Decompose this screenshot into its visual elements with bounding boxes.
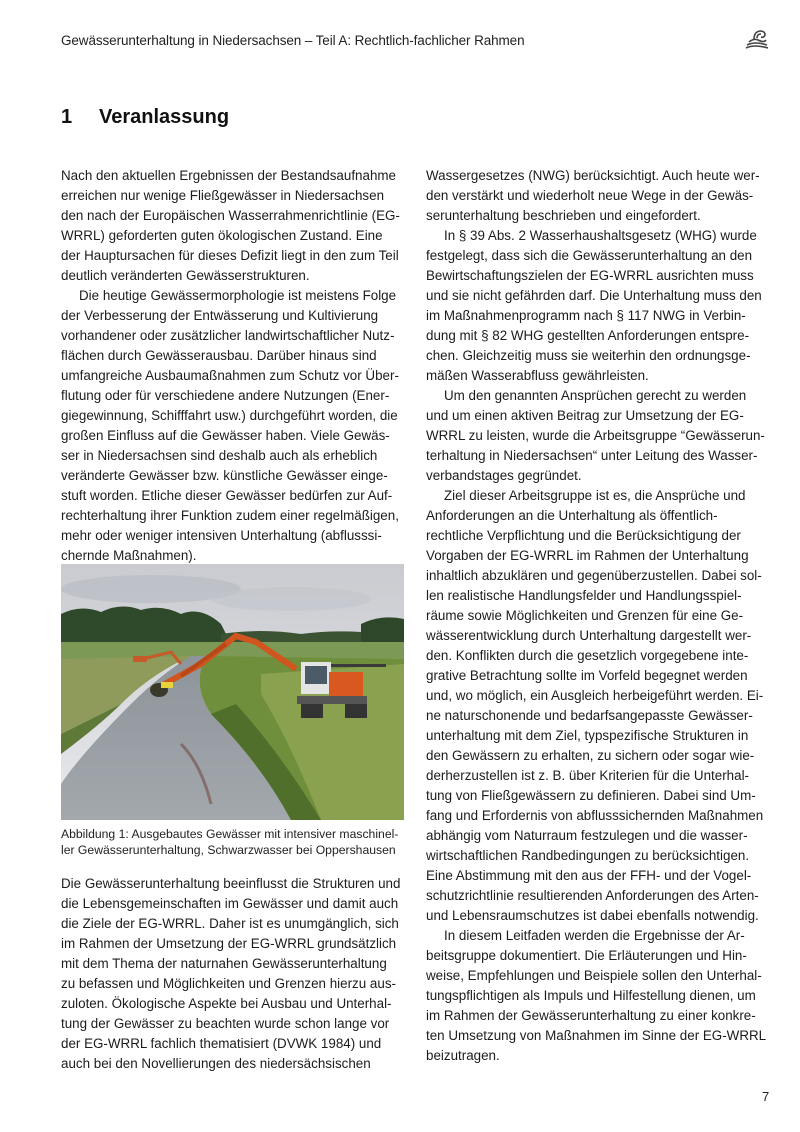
text-line: großen Einfluss auf die Gewässer haben. Viele Gewäs- <box>61 428 390 443</box>
chapter-number: 1 <box>61 106 73 128</box>
text-line: mit dem Thema der naturnahen Gewässerunterhaltung <box>61 956 387 971</box>
paragraph-2 <box>61 286 407 566</box>
text-line: terhaltung in Niedersachsen“ unter Leitung des Wasser- <box>426 448 758 463</box>
text-line: ten Umsetzung von Maßnahmen im Sinne der EG-WRRL <box>426 1028 767 1043</box>
figure-photo <box>61 564 404 820</box>
text-line: erreichen nur wenige Fließgewässer in Niedersachsen <box>61 188 385 203</box>
left-bottom-paragraph <box>61 874 407 1074</box>
text-line: räume sowie Möglichkeiten und Grenzen für eine Ge- <box>426 608 744 623</box>
left-column <box>61 166 407 566</box>
text-line: die Ziele der EG-WRRL. Daher ist es unumgänglich, sich <box>61 916 399 931</box>
text-line: umfangreiche Ausbaumaßnahmen zum Schutz vor Über- <box>61 368 399 383</box>
text-line: ser in Niedersachsen sind deshalb auch als erheblich <box>61 448 378 463</box>
text-line: unterhaltung mit dem Ziel, typspezifische Strukturen in <box>426 728 749 743</box>
text-line: In diesem Leitfaden werden die Ergebnisse der Ar- <box>444 928 745 943</box>
text-line: im Rahmen der Umsetzung der EG-WRRL grundsätzlich <box>61 936 397 951</box>
right-column <box>426 166 772 1066</box>
text-line: den. Konflikten durch die gesetzlich vorgegebene inte- <box>426 648 749 663</box>
text-line: beizutragen. <box>426 1048 500 1063</box>
text-line: WRRL zu leisten, wurde die Arbeitsgruppe “Gewässerun- <box>426 428 765 443</box>
text-line: im Maßnahmenprogramm nach § 117 NWG in Verbin- <box>426 308 746 323</box>
text-line: deutlich veränderten Gewässerstrukturen. <box>61 268 310 283</box>
text-line: WRRL) geforderten guten ökologischen Zustand. Eine <box>61 228 383 243</box>
text-line: festgelegt, dass sich die Gewässerunterhaltung an den <box>426 248 753 263</box>
caption-line: Abbildung 1: Ausgebautes Gewässer mit intensiver maschinel- <box>61 827 399 841</box>
text-line: len realistische Handlungsfelder und Handlungsspiel- <box>426 588 742 603</box>
wave-logo-icon <box>742 28 770 52</box>
text-line: flächen durch Gewässerausbau. Darüber hinaus sind <box>61 348 377 363</box>
text-line: derherzustellen ist z. B. über Kriterien für die Unterhal- <box>426 768 750 783</box>
caption-line: ler Gewässerunterhaltung, Schwarzwasser bei Oppershausen <box>61 843 396 857</box>
text-line: In § 39 Abs. 2 Wasserhaushaltsgesetz (WHG) wurde <box>444 228 757 243</box>
text-line: chen. Gleichzeitig muss sie weiterhin den ordnungsge- <box>426 348 751 363</box>
figure-caption <box>61 826 407 858</box>
text-line: rechtliche Verpflichtung und die Berücksichtigung der <box>426 528 741 543</box>
text-line: rechterhaltung ihrer Funktion zudem einer regelmäßigen, <box>61 508 399 523</box>
text-line: im Rahmen der Gewässerunterhaltung zu einer konkre- <box>426 1008 756 1023</box>
text-line: den verstärkt und wiederholt neue Wege in der Gewäs- <box>426 188 754 203</box>
text-line: zu befassen und Möglichkeiten und Grenzen hierzu aus- <box>61 976 396 991</box>
paragraph-4 <box>426 166 772 226</box>
text-line: Um den genannten Ansprüchen gerecht zu werden <box>444 388 747 403</box>
text-line: serunterhaltung beschrieben und eingefordert. <box>426 208 701 223</box>
paragraph-5 <box>426 226 772 386</box>
text-line: die Lebensgemeinschaften im Gewässer und damit auch <box>61 896 399 911</box>
text-line: tung der Gewässer zu beachten wurde schon lange vor <box>61 1016 390 1031</box>
text-line: wirtschaftlichen Randbedingungen zu berücksichtigen. <box>426 848 750 863</box>
text-line: flutung oder für verschiedene andere Nutzungen (Ener- <box>61 388 390 403</box>
text-line: Ziel dieser Arbeitsgruppe ist es, die Ansprüche und <box>444 488 746 503</box>
text-line: und Lebensraumschutzes ist dabei ebenfalls notwendig. <box>426 908 759 923</box>
text-line: Die Gewässerunterhaltung beeinflusst die Strukturen und <box>61 876 401 891</box>
text-line: inhaltlich abzuklären und gegenüberzustellen. Dabei sol- <box>426 568 762 583</box>
excavator-river-photo <box>61 564 404 820</box>
chapter-title: Veranlassung <box>99 106 230 128</box>
text-line: Anforderungen an die Unterhaltung als öffentlich- <box>426 508 718 523</box>
text-line: Nach den aktuellen Ergebnissen der Bestandsaufnahme <box>61 168 396 183</box>
text-line: stuft worden. Etliche dieser Gewässer bedürfen zur Auf- <box>61 488 393 503</box>
text-line: Wassergesetzes (NWG) berücksichtigt. Auch heute wer- <box>426 168 760 183</box>
paragraph-3 <box>61 874 407 1074</box>
chapter-heading <box>61 106 229 129</box>
text-line: ne naturschonende und bedarfsangepasste Gewässer- <box>426 708 753 723</box>
text-line: den nach der Europäischen Wasserrahmenrichtlinie (EG- <box>61 208 400 223</box>
page-number: 7 <box>762 1089 770 1104</box>
text-line: und um einen aktiven Beitrag zur Umsetzung der EG- <box>426 408 744 423</box>
text-line: und, wo möglich, ein Ausgleich herbeigeführt werden. Ei- <box>426 688 764 703</box>
running-header: Gewässerunterhaltung in Niedersachsen – Teil A: Rechtlich-fachlicher Rahmen <box>61 33 525 48</box>
text-line: tungspflichtigen als Impuls und Hilfestellung dienen, um <box>426 988 756 1003</box>
text-line: wässerentwicklung durch Unterhaltung dargestellt wer- <box>426 628 752 643</box>
paragraph-7 <box>426 486 772 926</box>
text-line: und sie nicht gefährden darf. Die Unterhaltung muss den <box>426 288 762 303</box>
text-line: verbandstages gegründet. <box>426 468 582 483</box>
text-line: vorhandener oder zusätzlicher landwirtschaftlicher Nutz- <box>61 328 395 343</box>
text-line: tung von Fließgewässern zu definieren. Dabei sind Um- <box>426 788 756 803</box>
text-line: dung mit § 82 WHG gestellten Anforderungen entspre- <box>426 328 750 343</box>
text-line: giegewinnung, Schifffahrt usw.) durchgeführt worden, die <box>61 408 398 423</box>
text-line: weise, Empfehlungen und Beispiele sollen den Unterhal- <box>426 968 762 983</box>
text-line: der Verbesserung der Entwässerung und Kultivierung <box>61 308 379 323</box>
text-line: schutzrichtlinie resultierenden Anforderungen des Arten- <box>426 888 759 903</box>
text-line: Vorgaben der EG-WRRL im Rahmen der Unterhaltung <box>426 548 749 563</box>
text-line: den Gewässern zu erhalten, zu sichern oder sogar wie- <box>426 748 755 763</box>
text-line: der Hauptursachen für dieses Defizit liegt in den zum Teil <box>61 248 399 263</box>
text-line: zuloten. Ökologische Aspekte bei Ausbau und Unterhal- <box>61 996 392 1011</box>
text-line: der EG-WRRL fachlich thematisiert (DVWK 1984) und <box>61 1036 382 1051</box>
text-line: fang und Erfordernis von abflusssichernden Maßnahmen <box>426 808 764 823</box>
text-line: mehr oder weniger intensiven Unterhaltung (abflusssi- <box>61 528 382 543</box>
text-line: veränderte Gewässer bzw. künstliche Gewässer einge- <box>61 468 388 483</box>
text-line: abhängig vom Naturraum festzulegen und die wasser- <box>426 828 748 843</box>
text-line: mäßen Wasserabfluss gewährleisten. <box>426 368 649 383</box>
text-line: grative Betrachtung sollte im Vorfeld begegnet werden <box>426 668 748 683</box>
paragraph-6 <box>426 386 772 486</box>
text-line: Bewirtschaftungszielen der EG-WRRL ausrichten muss <box>426 268 754 283</box>
text-line: chernde Maßnahmen). <box>61 548 197 563</box>
text-line: auch bei den Novellierungen des niedersächsischen <box>61 1056 371 1071</box>
text-line: beitsgruppe dokumentiert. Die Erläuterungen und Hin- <box>426 948 747 963</box>
text-line: Die heutige Gewässermorphologie ist meistens Folge <box>79 288 397 303</box>
paragraph-1 <box>61 166 407 286</box>
text-line: Eine Abstimmung mit den aus der FFH- und der Vogel- <box>426 868 752 883</box>
paragraph-8 <box>426 926 772 1066</box>
